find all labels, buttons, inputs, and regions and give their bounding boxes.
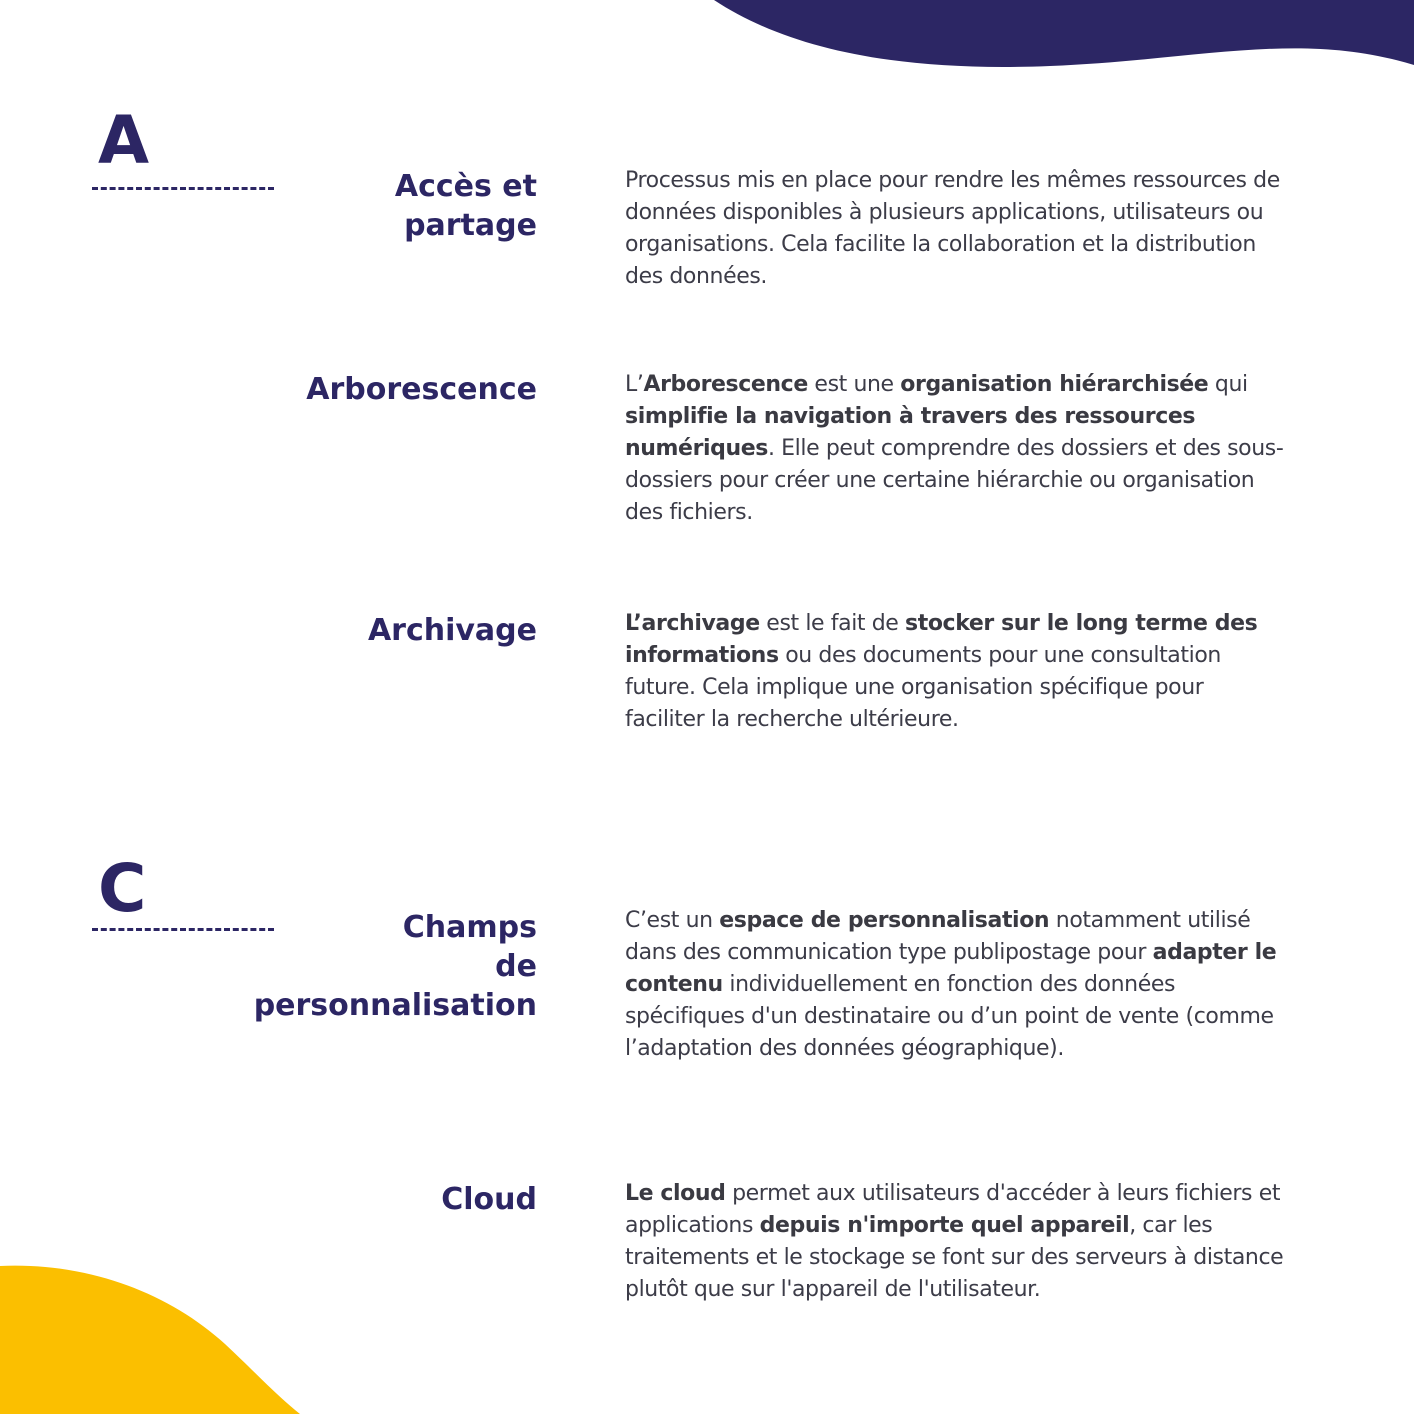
term-cloud: Cloud <box>441 1182 537 1217</box>
definition-cloud <box>625 1178 1285 1306</box>
term-acces-et-partage: Accès et partage <box>394 169 537 243</box>
term-arborescence: Arborescence <box>306 372 537 407</box>
bold-segment: depuis n'importe quel appareil <box>759 1213 1130 1238</box>
section-letter-c: C <box>98 850 147 927</box>
top-wave-shape <box>714 0 1414 67</box>
term-archivage: Archivage <box>367 613 537 648</box>
text-segment: . Elle peut comprendre des dossiers et des sous-dossiers pour créer une certaine hiérarchie ou organisation des fichiers. <box>625 436 1284 525</box>
bold-segment: adapter le contenu <box>625 940 1277 997</box>
text-segment: Processus mis en place pour rendre les mêmes ressources de données disponibles à plusieurs applications, utilisateurs ou organisations. Cela facilite la collaboration et la distribution des données. <box>625 168 1280 289</box>
text-segment: , car les traitements et le stockage se font sur des serveurs à distance plutôt que sur l'appareil de l'utilisateur. <box>625 1213 1284 1302</box>
definition-arborescence <box>625 369 1285 529</box>
section-divider-a <box>92 187 274 190</box>
bold-segment: organisation hiérarchisée <box>900 372 1209 397</box>
definition-archivage <box>625 608 1285 736</box>
bold-segment: espace de personnalisation <box>719 908 1050 933</box>
bold-segment: simplifie la navigation à travers des ressources numériques <box>625 404 1196 461</box>
bold-segment: Arborescence <box>643 372 808 397</box>
section-divider-c <box>92 928 274 931</box>
text-segment: est une <box>807 372 901 397</box>
text-segment: L’ <box>625 372 644 397</box>
text-segment: C’est un <box>625 908 720 933</box>
text-segment: notamment utilisé dans des communication type publipostage pour <box>625 908 1251 965</box>
text-segment: permet aux utilisateurs d'accéder à leurs fichiers et applications <box>625 1181 1281 1238</box>
definition-acces-et-partage <box>625 165 1285 293</box>
text-segment: est le fait de <box>759 611 906 636</box>
definition-champs-de-personnalisation <box>625 905 1285 1065</box>
bold-segment: L’archivage <box>625 611 760 636</box>
section-letter-a: A <box>98 102 150 179</box>
top-wave-decoration <box>0 0 1414 80</box>
text-segment: individuellement en fonction des données spécifiques d'un destinataire ou d’un point de vente (comme l’adaptation des données géographique). <box>625 972 1274 1061</box>
text-segment: qui <box>1208 372 1248 397</box>
bottom-wave-shape <box>0 1266 300 1414</box>
bold-segment: Le cloud <box>625 1181 726 1206</box>
text-segment: ou des documents pour une consultation future. Cela implique une organisation spécifique pour faciliter la recherche ultérieure. <box>625 643 1221 732</box>
bottom-wave-decoration <box>0 1254 320 1414</box>
bold-segment: stocker sur le long terme des informations <box>625 611 1258 668</box>
term-champs-de-personnalisation: Champs de personnalisation <box>253 910 537 1023</box>
